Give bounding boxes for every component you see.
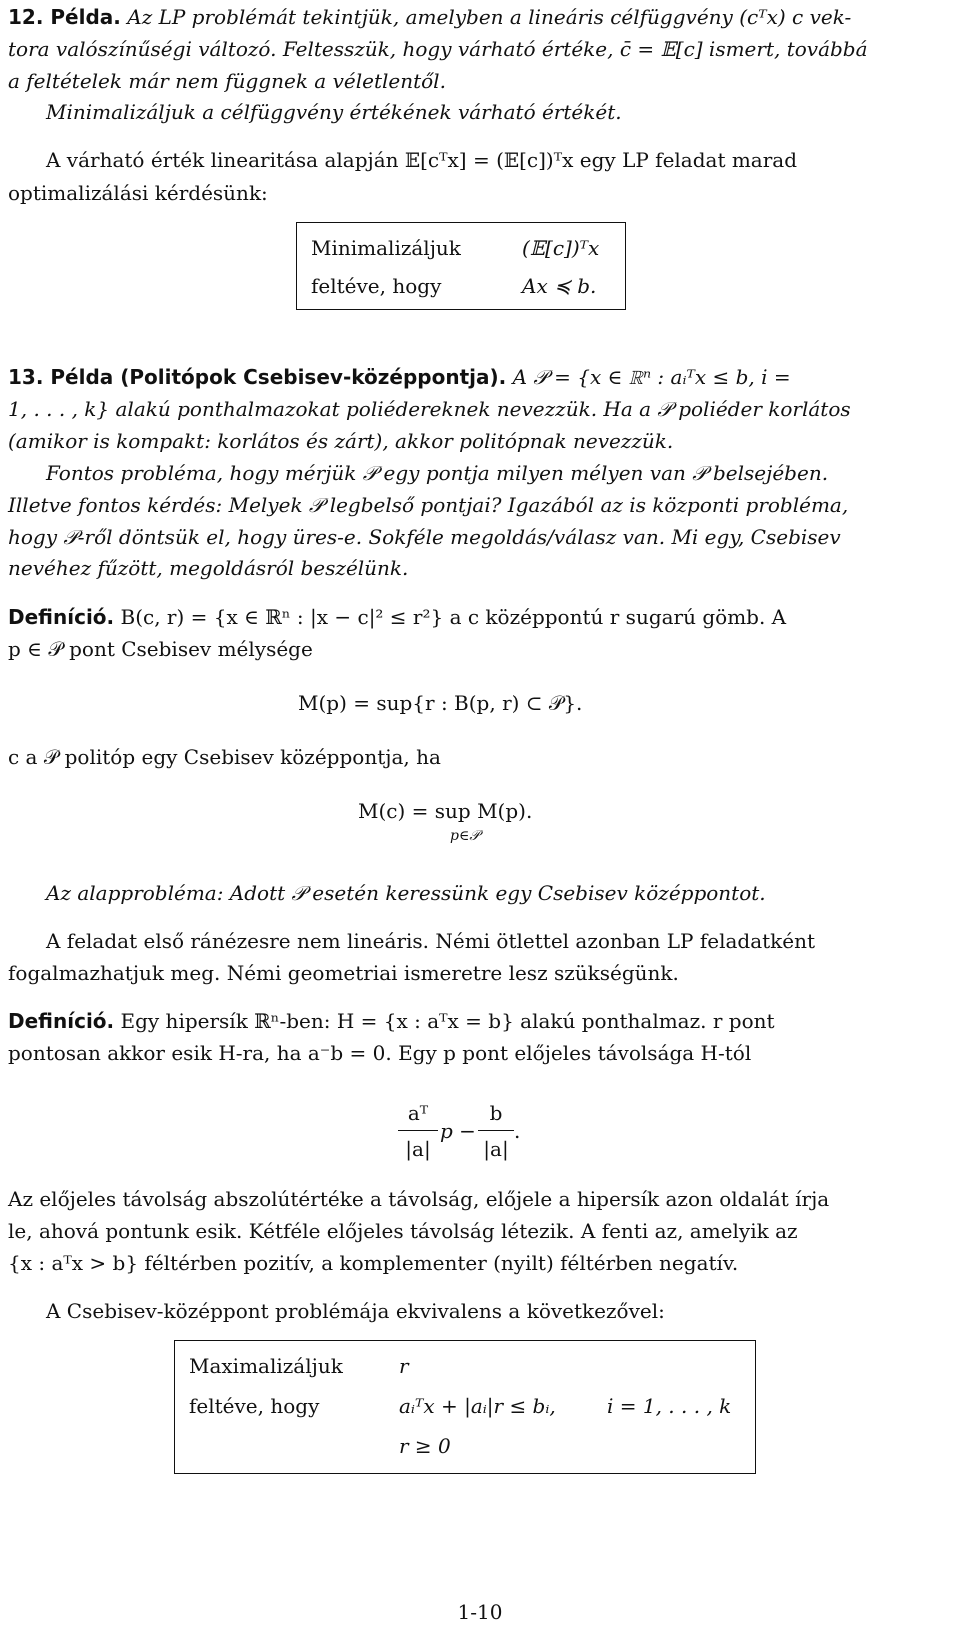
def1-line-2: p ∈ 𝒫 pont Csebisev mélysége xyxy=(8,637,313,661)
ex12-box-expr-2: Ax ≼ b. xyxy=(522,274,597,298)
ex13-line-6: hogy 𝒫-ről döntsük el, hogy üres-e. Sokféle megoldás/válasz van. Mi egy, Csebisev xyxy=(8,525,841,549)
ex12-line-6: optimalizálási kérdésünk: xyxy=(8,181,268,205)
lp-box-expr-3: r ≥ 0 xyxy=(399,1434,451,1458)
ex12-line-5: A várható érték linearitása alapján 𝔼[cᵀx] = (𝔼[c])ᵀx egy LP feladat marad xyxy=(46,148,798,172)
ex13-line-4: Fontos probléma, hogy mérjük 𝒫 egy pontja milyen mélyen van 𝒫 belsejében. xyxy=(46,461,829,485)
ex12-optimization-box xyxy=(296,222,626,310)
frac1-after: p − xyxy=(440,1119,476,1143)
def2-line-2: pontosan akkor esik H-ra, ha a⁻b = 0. Egy p pont előjeles távolsága H-tól xyxy=(8,1041,752,1065)
def2-heading: Definíció. xyxy=(8,1009,115,1033)
ex12-box-label-1: Minimalizáljuk xyxy=(311,236,461,260)
lp-box-expr-2: aᵢᵀx + |aᵢ|r ≤ bᵢ, xyxy=(399,1394,556,1418)
def2-line-1: Definíció. Egy hipersík ℝⁿ-ben: H = {x : aᵀx = b} alakú ponthalmaz. r pont xyxy=(8,1009,775,1033)
def1-line-1: Definíció. B(c, r) = {x ∈ ℝⁿ : |x − c|² ≤ r²} a c középpontú r sugarú gömb. A xyxy=(8,605,787,629)
def1-line-4: Az alapprobléma: Adott 𝒫 esetén keressünk egy Csebisev középpontot. xyxy=(46,881,766,905)
ex13-line-7: nevéhez fűzött, megoldásról beszélünk. xyxy=(8,556,409,580)
ex12-line-2: tora valószínűségi változó. Feltesszük, hogy várható értéke, c̄ = 𝔼[c] ismert, továbbá xyxy=(8,37,868,61)
def1-equation-sub: p∈𝒫 xyxy=(450,828,480,844)
ex12-line-4: Minimalizáljuk a célfüggvény értékének várható értékét. xyxy=(46,100,622,124)
lp-box-index-range: i = 1, . . . , k xyxy=(607,1394,732,1418)
def1-line-5: A feladat első ránézesre nem lineáris. Némi ötlettel azonban LP feladatként xyxy=(46,929,816,953)
def1-equation-center: M(c) = sup M(p). xyxy=(358,799,533,823)
def2-line-5: {x : aᵀx > b} féltérben pozitív, a komplementer (nyilt) féltérben negatív. xyxy=(8,1251,739,1275)
lp-box-expr-1: r xyxy=(399,1354,409,1378)
frac1-bar xyxy=(398,1130,438,1131)
ex13-line-2: 1, . . . , k} alakú ponthalmazokat poliédereknek nevezzük. Ha a 𝒫 poliéder korlátos xyxy=(8,397,851,421)
frac2-after: . xyxy=(514,1119,521,1143)
ex13-line-5: Illetve fontos kérdés: Melyek 𝒫 legbelső pontjai? Igazából az is központi probléma, xyxy=(8,493,849,517)
def2-line-6: A Csebisev-középpont problémája ekvivalens a következővel: xyxy=(46,1299,665,1323)
ex13-line-3: (amikor is kompakt: korlátos és zárt), akkor politópnak nevezzük. xyxy=(8,429,674,453)
frac2-denominator: |a| xyxy=(483,1137,509,1161)
ex13-line-1: 13. Példa (Politópok Csebisev-középpontja). A 𝒫 = {x ∈ ℝⁿ : aᵢᵀx ≤ b, i = xyxy=(8,365,791,389)
frac1-denominator: |a| xyxy=(405,1137,431,1161)
frac2-bar xyxy=(478,1130,514,1131)
ex12-heading: 12. Példa. xyxy=(8,5,121,29)
def2-line-3: Az előjeles távolság abszolútértéke a távolság, előjele a hipersík azon oldalát írja xyxy=(8,1187,830,1211)
def1-line-6: fogalmazhatjuk meg. Némi geometriai ismeretre lesz szükségünk. xyxy=(8,961,679,985)
def2-line-4: le, ahová pontunk esik. Kétféle előjeles távolság létezik. A fenti az, amelyik az xyxy=(8,1219,798,1243)
ex12-box-label-2: feltéve, hogy xyxy=(311,274,442,298)
def1-heading: Definíció. xyxy=(8,605,115,629)
ex12-line-1: 12. Példa. Az LP problémát tekintjük, amelyben a lineáris célfüggvény (cᵀx) c vek- xyxy=(8,5,852,29)
frac1-numerator: aᵀ xyxy=(407,1101,429,1125)
chebyshev-lp-box xyxy=(174,1340,756,1474)
def1-line-3: c a 𝒫 politóp egy Csebisev középpontja, ha xyxy=(8,745,441,769)
ex13-heading: 13. Példa (Politópok Csebisev-középpontja). xyxy=(8,365,507,389)
page-number: 1-10 xyxy=(457,1600,503,1624)
ex12-line-3: a feltételek már nem függnek a véletlentől. xyxy=(8,69,446,93)
ex12-box-expr-1: (𝔼[c])ᵀx xyxy=(522,236,600,260)
lp-box-label-1: Maximalizáljuk xyxy=(189,1354,343,1378)
frac2-numerator: b xyxy=(489,1101,503,1125)
lp-box-label-2: feltéve, hogy xyxy=(189,1394,320,1418)
def1-equation-depth: M(p) = sup{r : B(p, r) ⊂ 𝒫}. xyxy=(298,691,583,715)
